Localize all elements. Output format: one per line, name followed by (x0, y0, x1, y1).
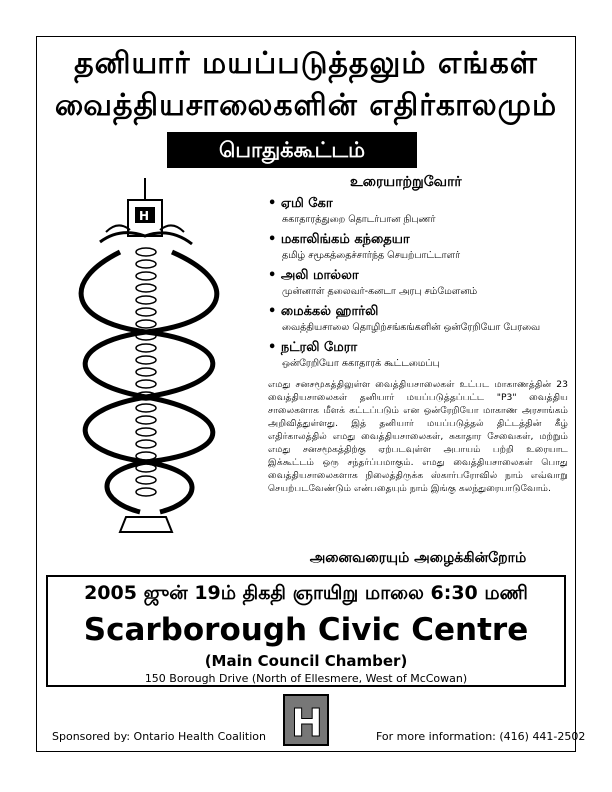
speaker-name: • ஏமி கோ (268, 196, 568, 212)
speaker-role: ஒன்ரேறியோ சுகாதாரக் கூட்டமைப்பு (282, 358, 440, 369)
meeting-banner: பொதுக்கூட்டம் (167, 132, 417, 168)
speaker-name: • அலி மால்லா (268, 268, 568, 284)
speaker-item (268, 268, 568, 298)
description-paragraph: எமது சனசமூகத்திலுள்ள வைத்தியசாலைகள் உட்பட மாகாணத்தின் 23 வைத்தியசாலைகள் தனியார் மயப்படுத்தப்பட்ட "P3" வைத்திய சாலைகளாக மீளக் கட்டப்படும் என ஒன்ரேறியோ மாகாண அரசாங்கம் அறிவித்துள்ளது. இத் தனியார் மயப்படுத்தல் திட்டத்தின் கீழ் எதிர்காலத்தில் எமது வைத்தியசாலைகள், சுகாதார சேவைகள், மற்றும் எமது சனசமூகத்திற்கு ஏற்படவுள்ள அபாயம் பற்றி உரையாட இக்கூட்டம் ஒரு சந்தர்ப்பமாகும். எமது வைத்தியசாலைகள் பொது வைத்தியசாலைகளாக நிலைத்திருக்க ஸ்கார்பரோவில் நாம் எவ்வாறு செயற்படவேண்டும் என்பதையும் நாம் இங்கு கலந்துரையாடுவோம். (268, 379, 568, 494)
speaker-role: வைத்தியசாலை தொழிற்சங்கங்களின் ஒன்ரேறியோ பேரவை (282, 322, 541, 333)
speaker-role: சுகாதாரத்துறை தொடர்பான நிபுணர் (282, 214, 436, 225)
invitation-text: அனைவரையும் அழைக்கின்றோம் (309, 550, 527, 566)
ohc-logo-icon (283, 694, 329, 746)
sponsor-text: Sponsored by: Ontario Health Coalition (52, 730, 266, 743)
speakers-heading: உரையாற்றுவோர் (350, 174, 462, 190)
contact-info: For more information: (416) 441-2502 (376, 730, 586, 743)
svg-text:H: H (139, 209, 150, 223)
speaker-name: • மைக்கல் ஹார்லி (268, 304, 568, 320)
caduceus-illustration (60, 172, 260, 552)
event-venue: Scarborough Civic Centre (83, 612, 529, 648)
speaker-item (268, 232, 568, 262)
event-date-time: 2005 ஜுன் 19ம் திகதி ஞாயிறு மாலை 6:30 மணி (84, 582, 528, 604)
title-line-1: தனியார் மயப்படுத்தலும் எங்கள் (74, 46, 538, 81)
speaker-item (268, 304, 568, 334)
speaker-name: • நட்ரலி மேரா (268, 340, 568, 356)
event-address: 150 Borough Drive (North of Ellesmere, West of McCowan) (144, 672, 468, 685)
speakers-list (268, 196, 568, 376)
speaker-item (268, 340, 568, 370)
title-line-2: வைத்தியசாலைகளின் எதிர்காலமும் (54, 88, 558, 123)
speaker-role: முன்னாள் தலைவர்-கனடா அரபு சம்மேளனம் (282, 286, 478, 297)
speaker-role: தமிழ் சமூகத்தைச்சார்ந்த செயற்பாட்டாளர் (282, 250, 461, 261)
logo-letter: H (291, 701, 323, 745)
event-room: (Main Council Chamber) (204, 652, 408, 670)
speaker-name: • மகாலிங்கம் கந்தையா (268, 232, 568, 248)
speaker-item (268, 196, 568, 226)
